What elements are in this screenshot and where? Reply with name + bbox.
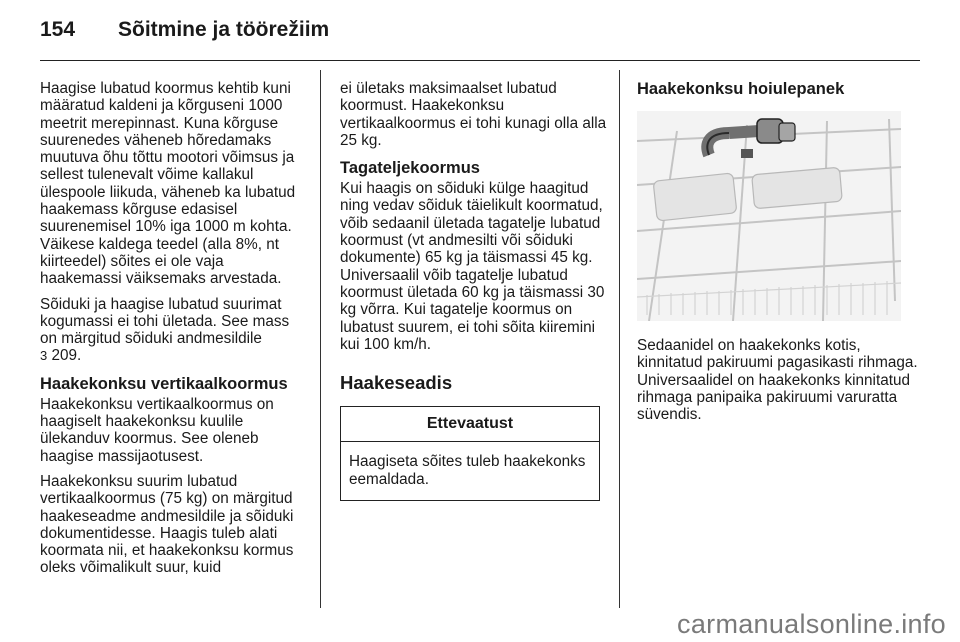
paragraph-rear-axle-load: Kui haagis on sõiduki külge haagitud ning vedav sõiduk täielikult koormatud, võib sedaanil ületada tagatelje lubatud koormust (vt andmesilti või sõiduki dokumente) 65 kg ja täismassi 45 kg. Universaalil võib tagatelje lubatud koormust ületada 60 kg ja täismassi 30 kg võrra. Kui tagatelje koormus on lubatust suurem, ei tohi sõita kiiremini kui 100 km/h. xyxy=(340,180,605,353)
caution-text: Haagiseta sõites tuleb haakekonks eemaldada. xyxy=(349,453,586,488)
page-reference-arrow-icon: 3 xyxy=(40,348,48,364)
paragraph-vertical-load-def: Haakekonksu vertikaalkoormus on haagiselt haakekonksu kuulile ülekanduv koormus. See oleneb haagise massijaotusest. xyxy=(40,395,274,465)
page-header xyxy=(40,18,329,52)
heading-rear-axle-load: Tagateljekoormus xyxy=(340,159,480,178)
column-2 xyxy=(340,80,608,501)
watermark: carmanualsonline.info xyxy=(677,609,946,639)
heading-tow-hook-storage: Haakekonksu hoiulepanek xyxy=(637,80,845,98)
tow-hook-storage-illustration-icon xyxy=(637,111,901,321)
column-divider-1 xyxy=(320,70,321,608)
paragraph-vertical-load-cont: ei ületaks maksimaalset lubatud koormust. Haakekonksu vertikaalkoormus ei tohi kunagi olla alla 25 kg. xyxy=(340,80,607,149)
page-reference-link[interactable]: 209. xyxy=(51,347,82,365)
header-divider xyxy=(40,60,920,61)
heading-towing-equipment: Haakeseadis xyxy=(340,372,453,394)
caution-box xyxy=(340,406,600,501)
paragraph-gross-mass xyxy=(40,296,308,365)
heading-vertical-load: Haakekonksu vertikaalkoormus xyxy=(40,374,288,393)
paragraph-storage: Sedaanidel on haakekonks kotis, kinnitatud pakiruumi pagasikasti rihmaga. Universaalidel on haakekonks kinnitatud rihmaga panipaika pakiruumi varuratta süvendis. xyxy=(637,337,918,424)
chapter-title: Sõitmine ja töörežiim xyxy=(118,18,330,41)
caution-title: Ettevaatust xyxy=(341,407,599,442)
page-number: 154 xyxy=(40,18,76,41)
paragraph-vertical-load-max: Haakekonksu suurim lubatud vertikaalkoormus (75 kg) on märgitud haakeseadme andmesildile ja sõiduki dokumentidesse. Haagis tuleb alati koormata nii, et haakekonksu kormus oleks võimalikult suur, kuid xyxy=(40,472,294,577)
column-divider-2 xyxy=(619,70,620,608)
column-3 xyxy=(637,80,927,431)
paragraph-altitude: Haagise lubatud koormus kehtib kuni määratud kaldeni ja kõrguseni 1000 meetrit merepinnast. Kuna kõrguse suurenedes väheneb hõredamaks muutuva õhu tõttu mootori võimsus ja sellest tulenevalt võime kallakul ülespoole liikuda, väheneb ka lubatud haakemass kõrguse edasisel suurenemisel 10% iga 1000 m kohta. Väikese kaldega teedel (alla 8%, nt kiirteedel) sõites ei ole vaja haakemassi väiksemaks arvestada. xyxy=(40,80,296,288)
gross-mass-text: Sõiduki ja haagise lubatud suurimat kogumassi ei tohi ületada. See mass on märgitud sõiduki andmesildile xyxy=(40,295,290,348)
column-1 xyxy=(40,80,308,585)
